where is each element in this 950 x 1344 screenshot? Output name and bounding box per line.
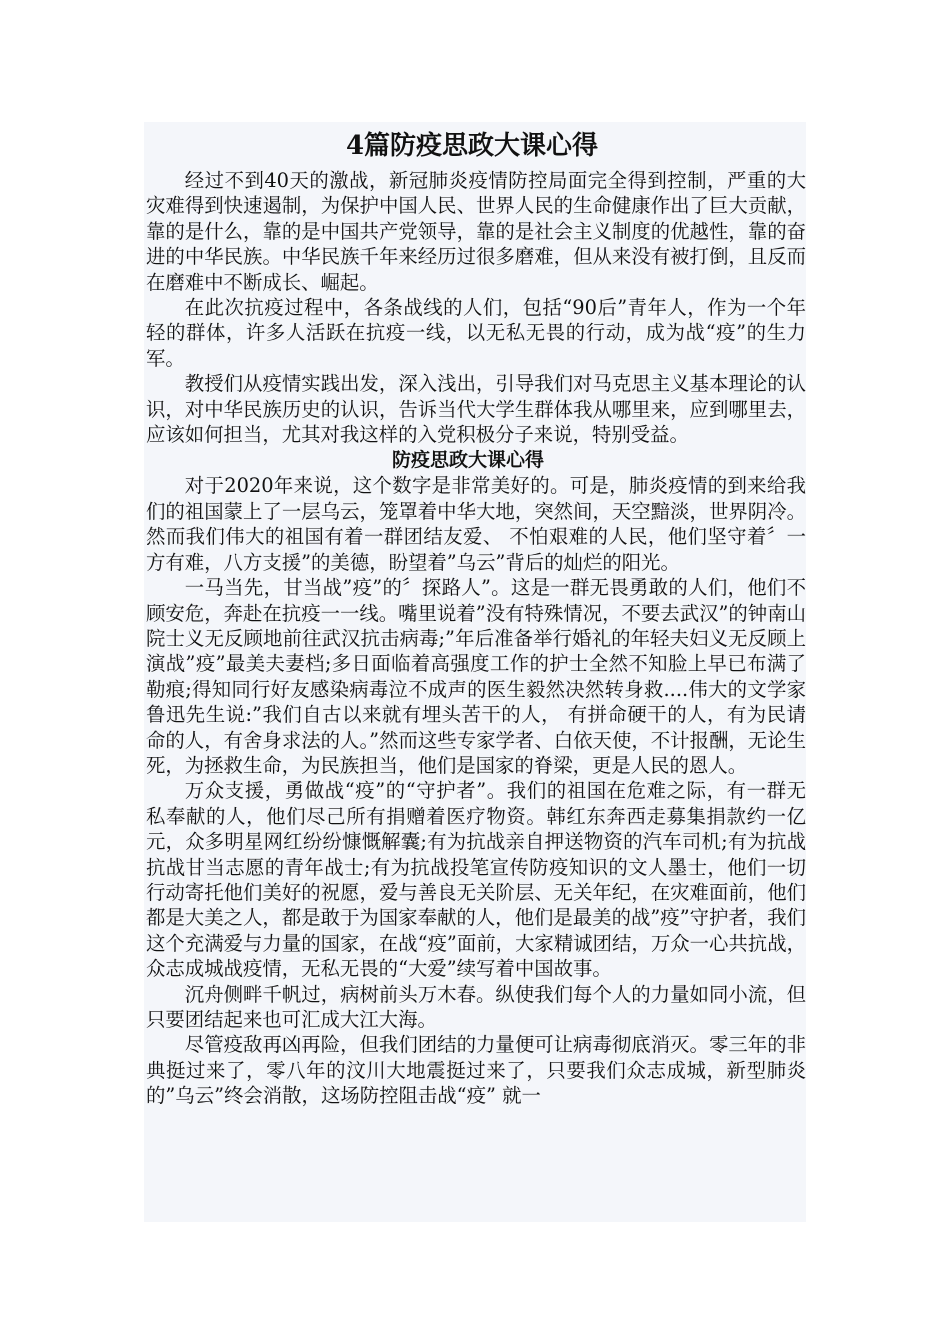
paragraph: 一马当先，甘当战”疫”的〞探路人”。这是一群无畏勇敢的人们，他们不顾安危，奔赴在抗疫一一线。嘴里说着”没有特殊情况，不要去武汉”的钟南山院士义无反顾地前往武汉抗击病毒;”年后准备举行婚礼的年轻夫妇义无反顾上演战”疫”最美夫妻档;多日面临着高强度工作的护士全然不知脸上早已布满了勒痕;得知同行好友感染病毒泣不成声的医生毅然决然转身救....伟大的文学家鲁迅先生说:”我们自古以来就有埋头苦干的人， 有拼命硬干的人，有为民请命的人，有舍身求法的人。”然而这些专家学者、白依天使，不计报酬，无论生死，为拯救生命，为民族担当，他们是国家的脊梁，更是人民的恩人。: [146, 576, 806, 777]
paragraph: 教授们从疫情实践出发，深入浅出，引导我们对马克思主义基本理论的认识，对中华民族历史的认识，告诉当代大学生群体我从哪里来，应到哪里去，应该如何担当，尤其对我这样的入党积极分子来说，特别受益。: [146, 372, 806, 447]
paragraph: 尽管疫敌再凶再险，但我们团结的力量便可让病毒彻底消灭。零三年的非典挺过来了，零八年的汶川大地震挺过来了，只要我们众志成城，新型肺炎的”乌云”终会消散，这场防控阻击战“疫” 就一: [146, 1033, 806, 1108]
section-title: 防疫思政大课心得: [391, 449, 544, 472]
document-title: 4篇防疫思政大课心得: [345, 131, 599, 161]
document-body: [146, 128, 806, 1109]
paragraph: 在此次抗疫过程中，各条战线的人们，包括“90后”青年人，作为一个年轻的群体，许多人活跃在抗疫一线，以无私无畏的行动，成为战“疫”的生力军。: [146, 296, 806, 370]
paragraph: 经过不到40天的激战，新冠肺炎疫情防控局面完全得到控制，严重的大灾难得到快速遏制，为保护中国人民、世界人民的生命健康作出了巨大贡献，靠的是什么，靠的是中国共产党领导，靠的是社会主义制度的优越性，靠的奋进的中华民族。中华民族千年来经历过很多磨难，但从来没有被打倒，且反而在磨难中不断成长、崛起。: [146, 169, 806, 294]
paragraph: 沉舟侧畔千帆过，病树前头万木春。纵使我们每个人的力量如同小流，但只要团结起来也可汇成大江大海。: [146, 982, 806, 1031]
paragraph: 万众支援，勇做战“疫”的“守护者”。我们的祖国在危难之际，有一群无私奉献的人，他们尽己所有捐赠着医疗物资。韩红东奔西走募集捐款约一亿元，众多明星网红纷纷慷慨解囊;有为抗战亲自押送物资的汽车司机;有为抗战抗战甘当志愿的青年战士;有为抗战投笔宣传防疫知识的文人墨士，他们一切行动寄托他们美好的祝愿，爱与善良无关阶层、无关年纪，在灾难面前，他们都是大美之人，都是敢于为国家奉献的人，他们是最美的战”疫”守护者，我们这个充满爱与力量的国家，在战“疫”面前，大家精诚团结，万众一心共抗战，众志成城战疫情，无私无畏的“大爱”续写着中国故事。: [146, 779, 806, 981]
paragraph: 对于2020年来说，这个数字是非常美好的。可是，肺炎疫情的到来给我们的祖国蒙上了一层乌云，笼罩着中华大地，突然间，天空黯淡，世界阴冷。然而我们伟大的祖国有着一群团结友爱、 不怕艰难的人民，他们坚守着〞一方有难，八方支援”的美德，盼望着”乌云”背后的灿烂的阳光。: [146, 474, 806, 574]
